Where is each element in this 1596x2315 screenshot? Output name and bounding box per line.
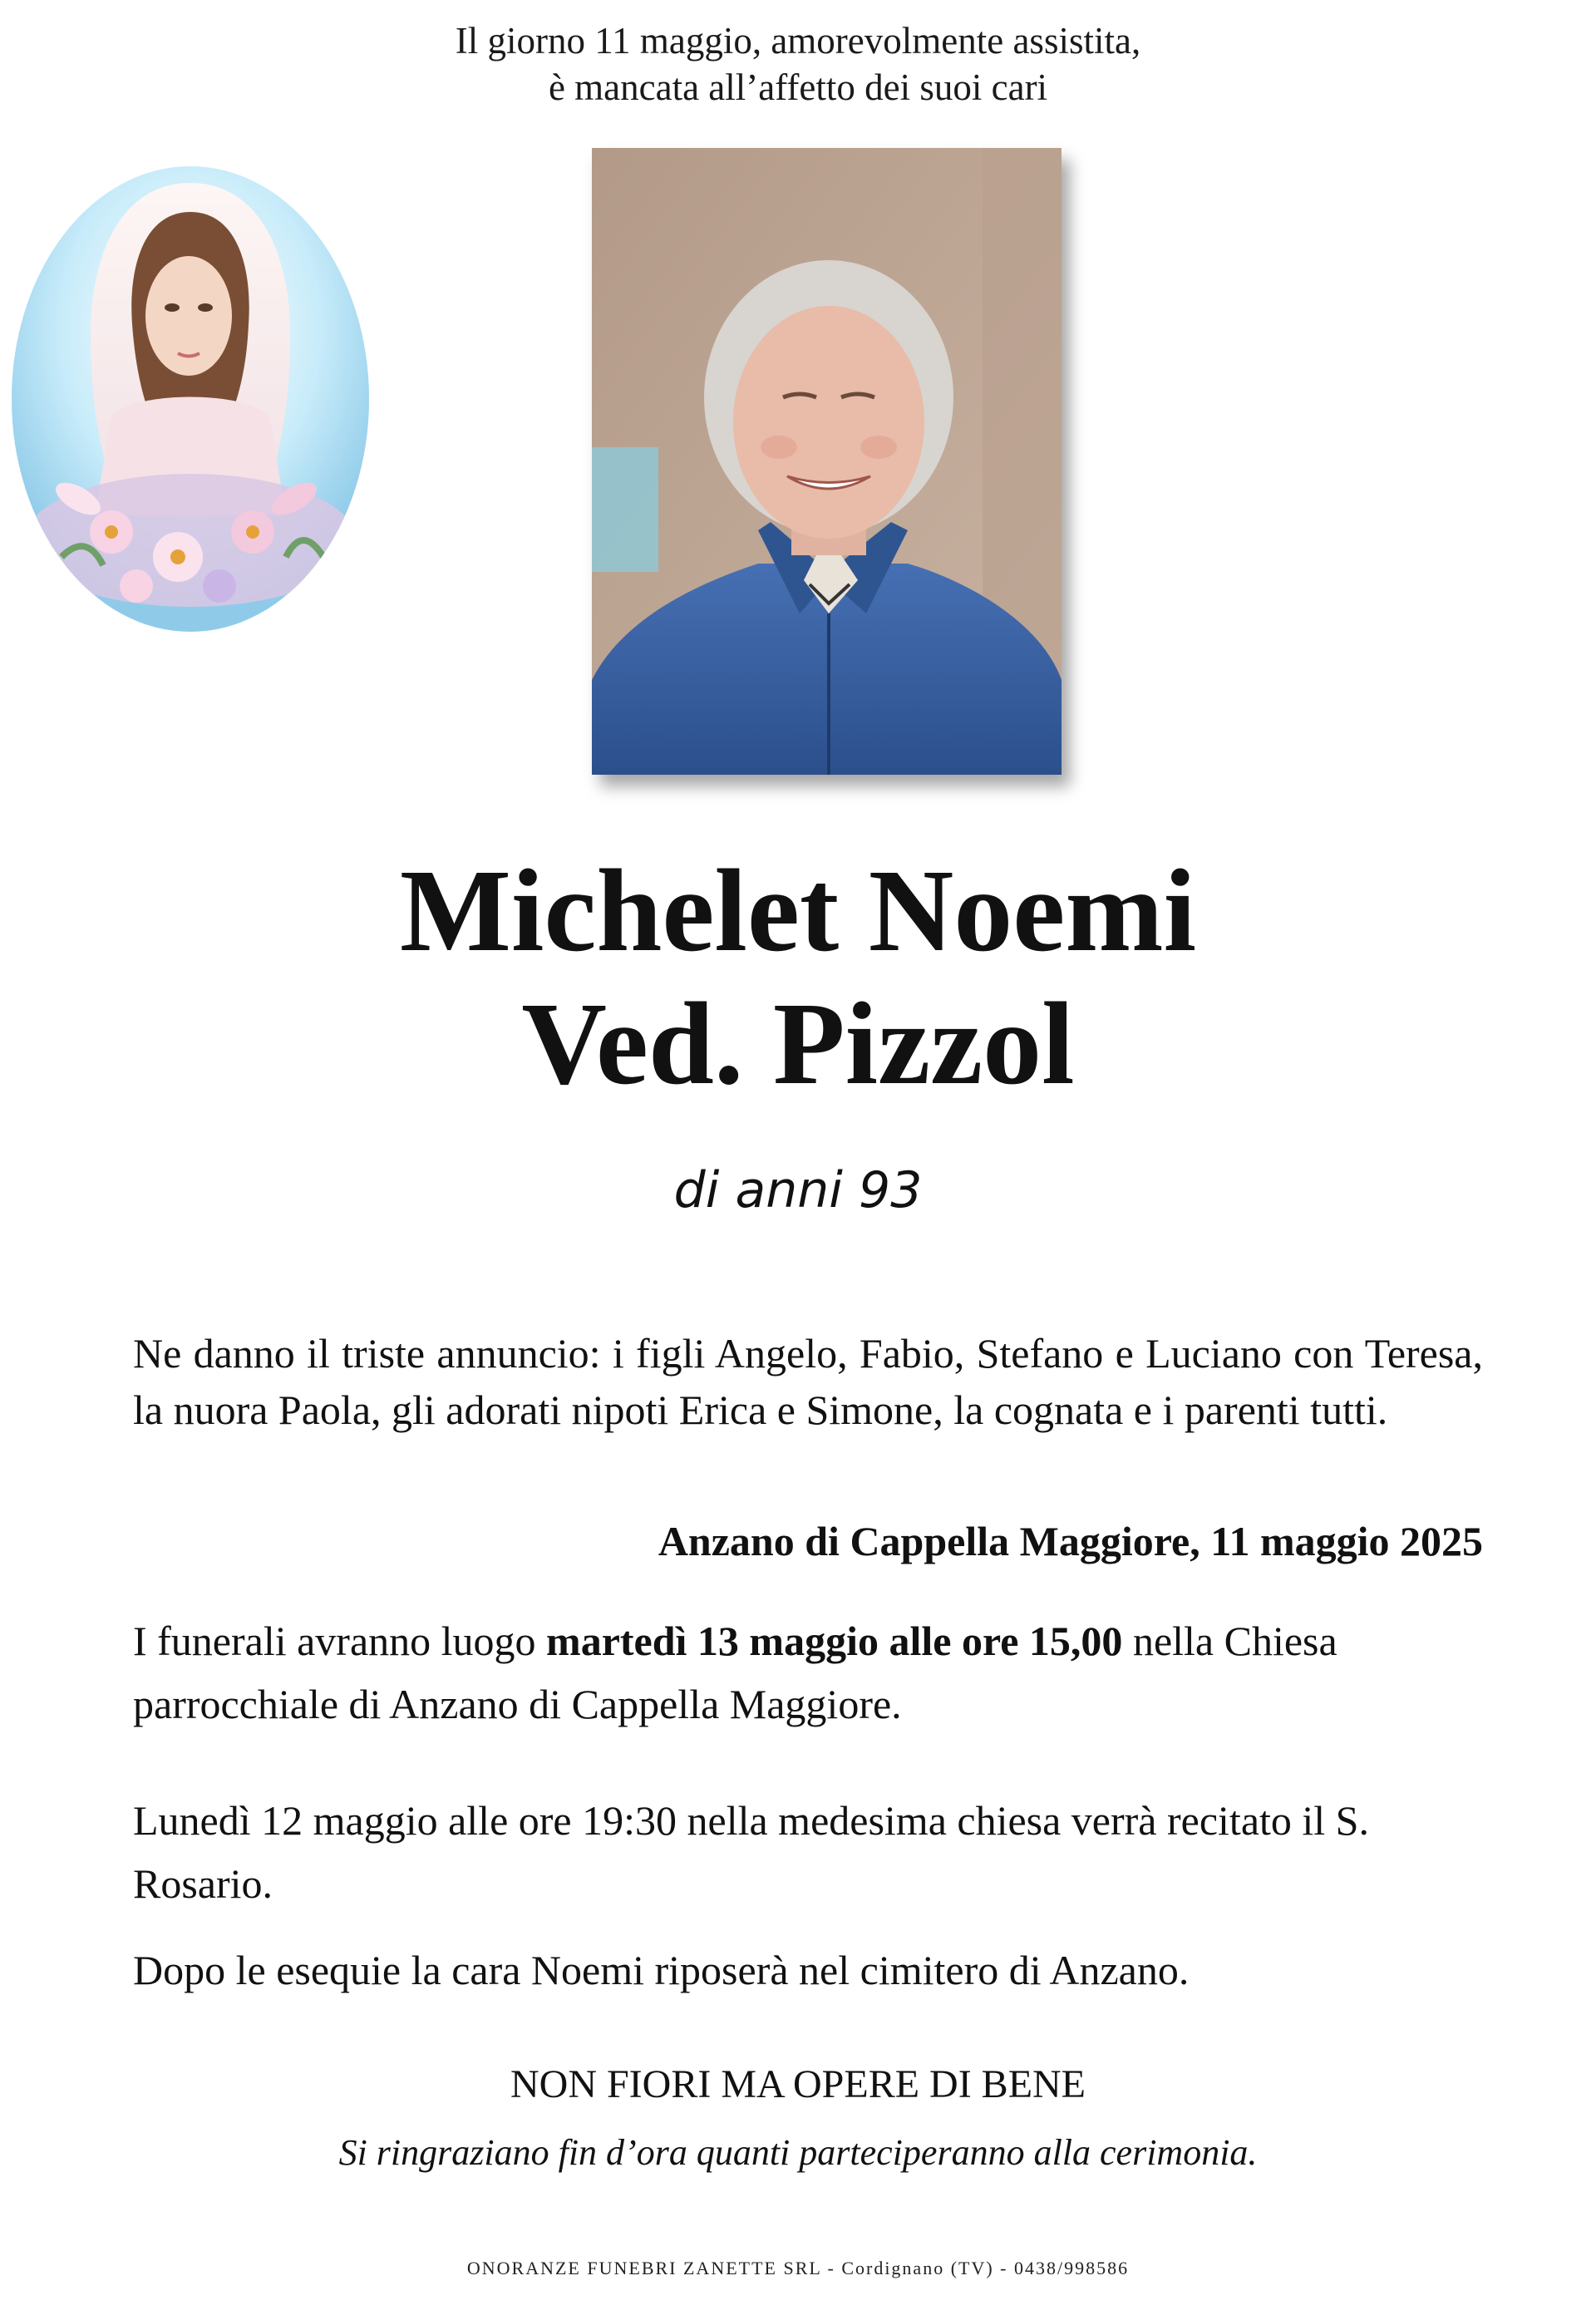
funeral-text-after: nella Chiesa parrocchiale di Anzano di Cappella Maggiore. [133, 1618, 1337, 1727]
deceased-portrait [592, 148, 1062, 775]
funeral-text [133, 1609, 1483, 1736]
funeral-home-footer: ONORANZE FUNEBRI ZANETTE SRL - Cordignano (TV) - 0438/998586 [466, 2258, 1130, 2278]
intro-line-2: è mancata all’affetto dei suoi cari [548, 66, 1048, 108]
funeral-text-before: I funerali avranno luogo [133, 1618, 547, 1664]
rosary-text: Lunedì 12 maggio alle ore 19:30 nella medesima chiesa verrà recitato il S. Rosario. [133, 1797, 1369, 1907]
widow-of: Ved. Pizzol [521, 978, 1075, 1109]
announcement-text: Ne danno il triste annuncio: i figli Angelo, Fabio, Stefano e Luciano con Teresa, la nuora Paola, gli adorati nipoti Erica e Simone, la cognata e i parenti tutti. [133, 1330, 1483, 1433]
deceased-name: Michelet Noemi [399, 845, 1197, 976]
thanks-note: Si ringraziano fin d’ora quanti parteciperanno alla cerimonia. [338, 2132, 1258, 2173]
place-date: Anzano di Cappella Maggiore, 11 maggio 2025 [658, 1518, 1483, 1564]
no-flowers-note: NON FIORI MA OPERE DI BENE [510, 2062, 1086, 2106]
funeral-date-time: martedì 13 maggio alle ore 15,00 [546, 1618, 1123, 1664]
intro-line-1: Il giorno 11 maggio, amorevolmente assistita, [455, 20, 1141, 62]
age: di anni 93 [673, 1161, 923, 1219]
madonna-image [12, 166, 369, 632]
burial-text: Dopo le esequie la cara Noemi riposerà nel cimitero di Anzano. [133, 1947, 1190, 1993]
